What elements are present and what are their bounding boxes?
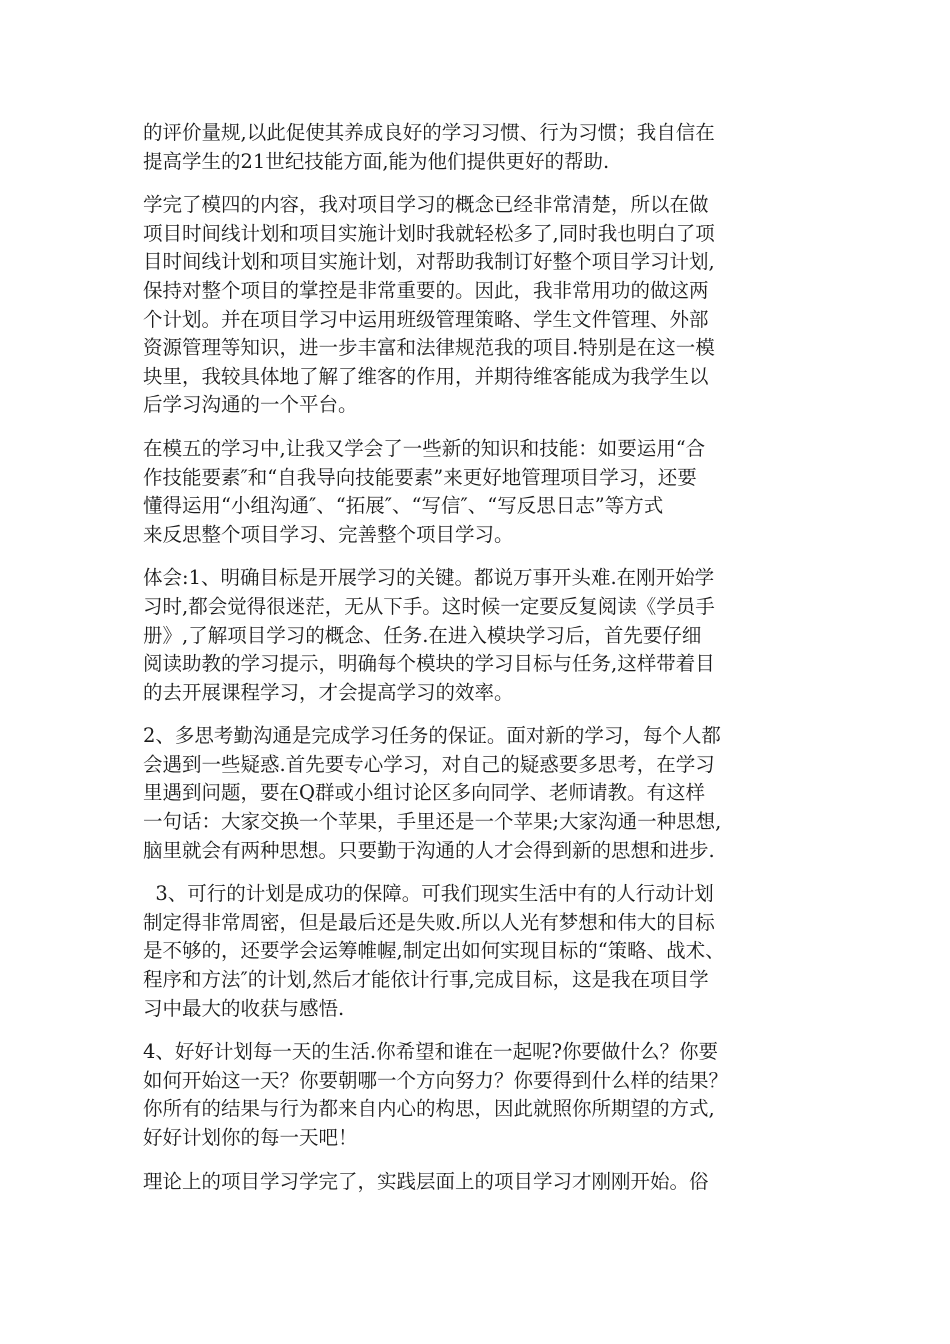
text-line: 块里，我较具体地了解了维客的作用，并期待维客能成为我学生以 [143, 364, 709, 388]
text-line: 作技能要素″和“自我导向技能要素”来更好地管理项目学习，还要 [143, 465, 697, 489]
text-line: 懂得运用“小组沟通″、“拓展″、“写信″、“写反思日志”等方式 [143, 494, 664, 518]
text-line: 制定得非常周密，但是最后还是失败.所以人光有梦想和伟大的目标 [143, 910, 715, 934]
text-line: 3、可行的计划是成功的保障。可我们现实生活中有的人行动计划 [143, 882, 714, 906]
text-line: 会遇到一些疑惑.首先要专心学习，对自己的疑惑要多思考，在学习 [143, 752, 715, 776]
text-line: 是不够的，还要学会运筹帷幄,制定出如何实现目标的“策略、战术、 [143, 939, 725, 963]
paragraph [143, 880, 815, 1023]
text-line: 资源管理等知识，进一步丰富和法律规范我的项目.特别是在这一模 [143, 336, 715, 360]
text-line: 提高学生的21世纪技能方面,能为他们提供更好的帮助. [143, 149, 610, 173]
text-line: 如何开始这一天？你要朝哪一个方向努力？你要得到什么样的结果？ [143, 1068, 729, 1092]
text-line: 脑里就会有两种思想。只要勤于沟通的人才会得到新的思想和进步. [143, 838, 715, 862]
text-line: 目时间线计划和项目实施计划，对帮助我制订好整个项目学习计划, [143, 250, 715, 274]
text-line: 体会:1、明确目标是开展学习的关键。都说万事开头难.在刚开始学 [143, 566, 715, 590]
paragraph [143, 119, 815, 176]
text-line: 后学习沟通的一个平台。 [143, 393, 358, 417]
document-body [143, 119, 815, 1211]
paragraph [143, 1168, 815, 1197]
text-line: 个计划。并在项目学习中运用班级管理策略、学生文件管理、外部 [143, 307, 709, 331]
paragraph [143, 1038, 815, 1152]
paragraph [143, 722, 815, 865]
text-line: 理论上的项目学习学完了，实践层面上的项目学习才刚刚开始。俗 [143, 1169, 709, 1193]
text-line: 来反思整个项目学习、完善整个项目学习。 [143, 522, 514, 546]
text-line: 2、多思考勤沟通是完成学习任务的保证。面对新的学习，每个人都 [143, 724, 721, 748]
text-line: 的去开展课程学习，才会提高学习的效率。 [143, 680, 514, 704]
text-line: 习时,都会觉得很迷茫，无从下手。这时候一定要反复阅读《学员手 [143, 594, 715, 618]
text-line: 项目时间线计划和项目实施计划时我就轻松多了,同时我也明白了项 [143, 221, 715, 245]
text-line: 里遇到问题，要在Q群或小组讨论区多向同学、老师请教。有这样 [143, 781, 705, 805]
text-line: 在模五的学习中,让我又学会了一些新的知识和技能：如要运用“合 [143, 436, 706, 460]
text-line: 好好计划你的每一天吧！ [143, 1126, 358, 1149]
text-line: 一句话：大家交换一个苹果，手里还是一个苹果;大家沟通一种思想, [143, 810, 722, 834]
text-line: 册》,了解项目学习的概念、任务.在进入模块学习后，首先要仔细 [143, 623, 702, 647]
text-line: 阅读助教的学习提示，明确每个模块的学习目标与任务,这样带着目 [143, 652, 715, 676]
text-line: 的评价量规,以此促使其养成良好的学习习惯、行为习惯；我自信在 [143, 121, 715, 144]
text-line: 学完了模四的内容，我对项目学习的概念已经非常清楚，所以在做 [143, 193, 709, 217]
paragraph [143, 435, 815, 549]
paragraph [143, 191, 815, 420]
text-line: 4、好好计划每一天的生活.你希望和谁在一起呢?你要做什么？你要 [143, 1040, 719, 1064]
text-line: 程序和方法″的计划,然后才能依计行事,完成目标，这是我在项目学 [143, 968, 709, 992]
paragraph [143, 564, 815, 707]
text-line: 你所有的结果与行为都来自内心的构思，因此就照你所期望的方式, [143, 1097, 715, 1121]
text-line: 习中最大的收获与感悟. [143, 996, 345, 1020]
text-line: 保持对整个项目的掌控是非常重要的。因此，我非常用功的做这两 [143, 278, 709, 302]
